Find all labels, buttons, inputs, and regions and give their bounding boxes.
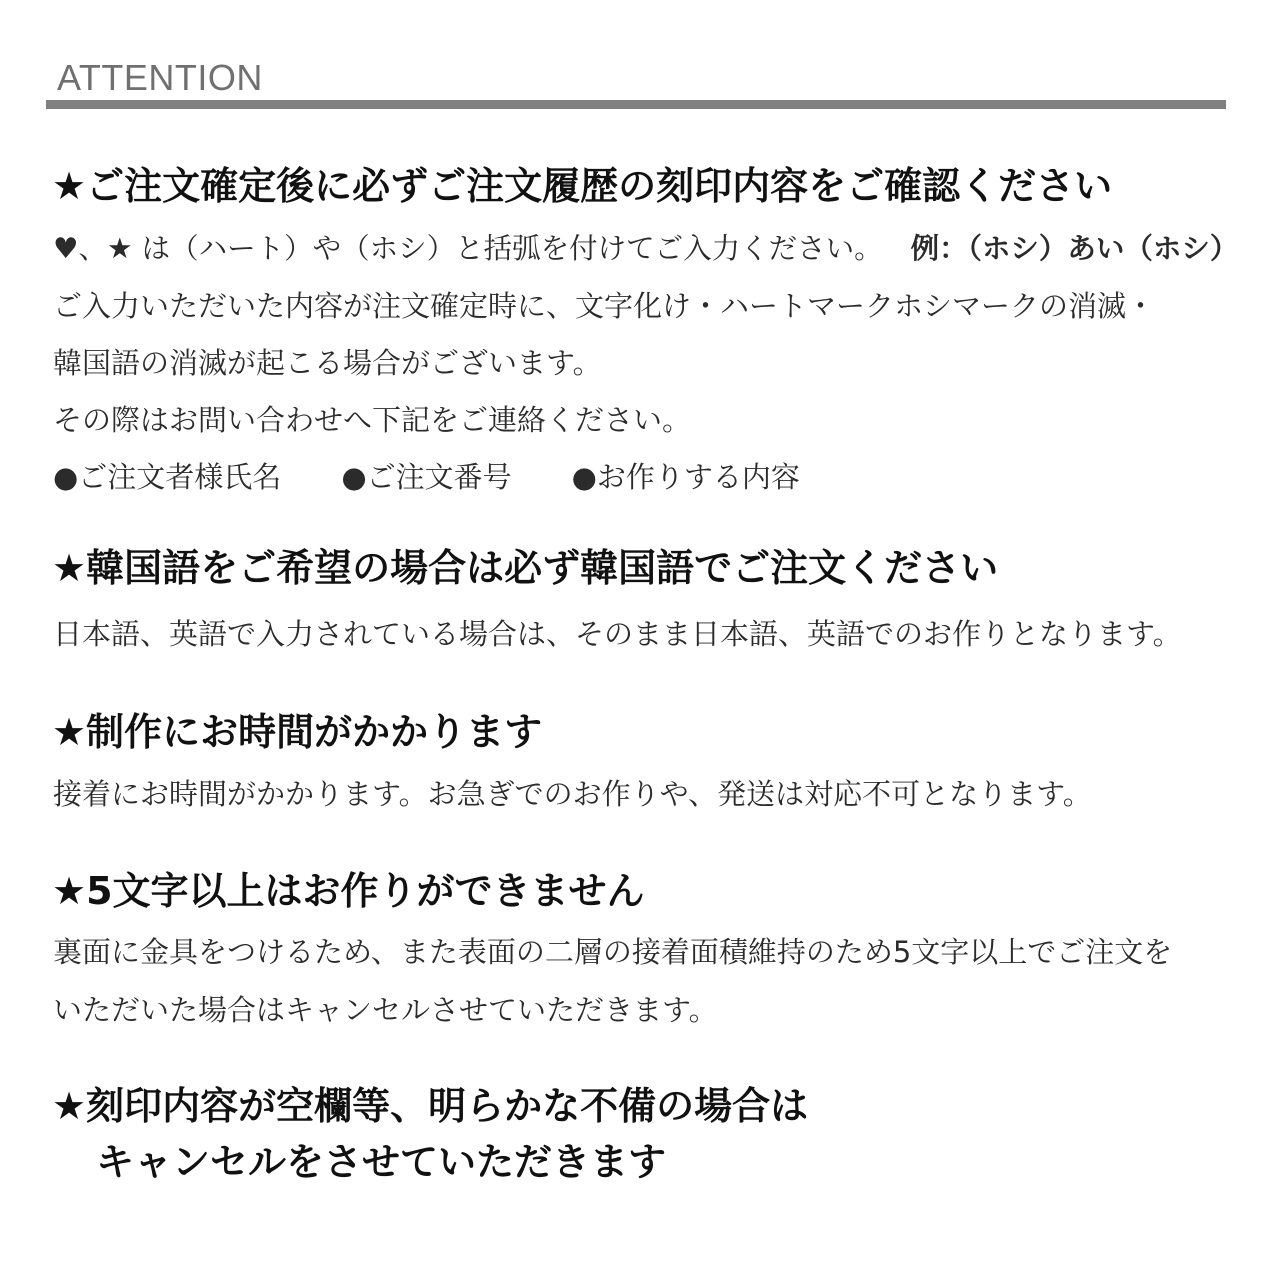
body-text-line: ご入力いただいた内容が注文確定時に、文字化け・ハートマークホシマークの消滅・ bbox=[53, 289, 1156, 323]
highlighted-heading-text: 必ず韓国語でご注文ください bbox=[504, 543, 998, 593]
body-text-line: 裏面に金具をつけるため、また表面の二層の接着面積維持のため5文字以上でご注文を bbox=[53, 935, 1173, 969]
heading-text: ★韓国語をご希望の場合は bbox=[52, 546, 505, 590]
header-divider bbox=[46, 100, 1226, 109]
body-text-line bbox=[53, 229, 1238, 269]
section-heading-korean bbox=[52, 543, 998, 593]
symbol-instruction: ♥、★ は（ハート）や（ホシ）と括弧を付けてご入力ください。 bbox=[53, 232, 883, 265]
section-heading-cancellation-line2 bbox=[96, 1137, 666, 1187]
bullet-list bbox=[53, 457, 800, 497]
section-heading-production-time: ★制作にお時間がかかります bbox=[52, 710, 543, 754]
heading-text: ください bbox=[960, 164, 1113, 208]
body-text-line: 日本語、英語で入力されている場合は、そのまま日本語、英語でのお作りとなります。 bbox=[53, 617, 1182, 651]
body-text-line: 接着にお時間がかかります。お急ぎでのお作りや、発送は対応不可となります。 bbox=[53, 777, 1092, 811]
highlighted-heading-text: 必ずご注文履歴の刻印内容をご確認 bbox=[352, 161, 960, 211]
body-text-line: その際はお問い合わせへ下記をご連絡ください。 bbox=[53, 403, 692, 437]
page-title: ATTENTION bbox=[57, 57, 263, 98]
highlighted-heading-text: キャンセルをさせていただきます bbox=[96, 1137, 666, 1187]
body-text-line: 韓国語の消滅が起こる場合がございます。 bbox=[53, 346, 602, 380]
section-heading-character-limit: ★5文字以上はお作りができません bbox=[52, 869, 645, 913]
bullet-item-customer-name: ●ご注文者様氏名 bbox=[53, 460, 282, 494]
section-heading-cancellation: ★刻印内容が空欄等、明らかな不備の場合は bbox=[52, 1084, 809, 1128]
section-heading-confirm-engraving bbox=[52, 161, 1112, 211]
bullet-item-order-number: ●ご注文番号 bbox=[341, 460, 512, 494]
input-example: 例：（ホシ）あい（ホシ） bbox=[910, 232, 1239, 265]
body-text-line: いただいた場合はキャンセルさせていただきます。 bbox=[53, 993, 718, 1027]
heading-text: ★ご注文確定後に bbox=[52, 164, 353, 208]
bullet-item-engraving-content: ●お作りする内容 bbox=[571, 460, 800, 494]
